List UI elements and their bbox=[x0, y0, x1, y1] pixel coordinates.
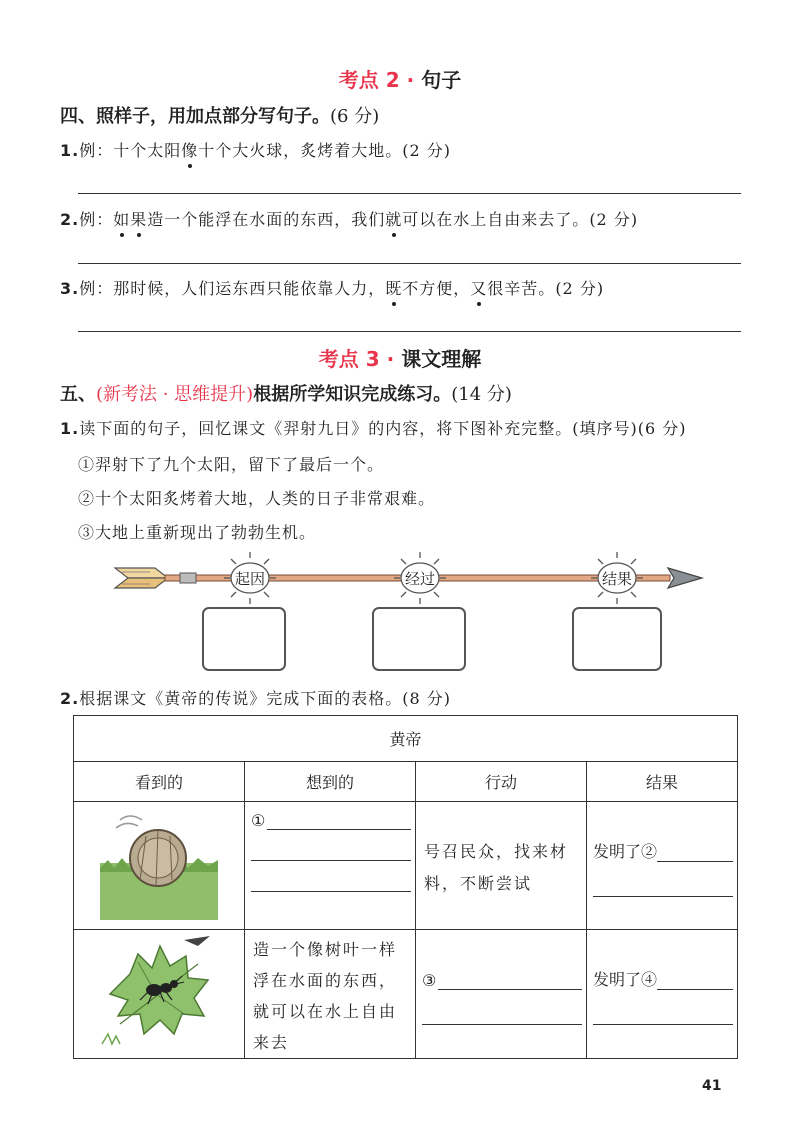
section-name: 课文理解 bbox=[401, 347, 482, 371]
table-row-2-image-cell bbox=[74, 930, 245, 1059]
arrow-label-process: 经过 bbox=[404, 570, 436, 588]
ant-on-leaf-illustration bbox=[100, 934, 218, 1050]
rolling-leaf-illustration bbox=[100, 808, 218, 920]
huangdi-table bbox=[73, 715, 738, 1059]
table-row-2-action[interactable]: ③ bbox=[416, 930, 587, 1059]
q5-item-1: 1.读下面的句子，回忆课文《羿射九日》的内容，将下图补充完整。(填序号)(6 分) bbox=[60, 419, 687, 438]
arrow-diagram bbox=[110, 550, 710, 675]
section-title-3 bbox=[0, 343, 800, 372]
answer-line-2[interactable] bbox=[78, 263, 741, 264]
arrow-fletching-icon bbox=[115, 568, 168, 588]
table-row-2-result[interactable]: 发明了④ bbox=[587, 930, 738, 1059]
table-header: 结果 bbox=[587, 762, 738, 802]
section-title-2 bbox=[0, 64, 800, 93]
answer-box-cause[interactable] bbox=[203, 608, 285, 670]
question-4-heading: 四、照样子，用加点部分写句子。(6 分) bbox=[60, 106, 380, 127]
table-row-1-image-cell bbox=[74, 802, 245, 930]
arrowhead-icon bbox=[668, 568, 702, 588]
section-label: 考点 3 · bbox=[318, 347, 402, 371]
q4-item-3: 3.例：那时候，人们运东西只能依靠人力，既不方便，又很辛苦。(2 分) bbox=[60, 279, 605, 298]
option-1: ①羿射下了九个太阳，留下了最后一个。 bbox=[78, 455, 385, 474]
answer-line-3[interactable] bbox=[78, 331, 741, 332]
q4-item-2: 2.例：如果造一个能浮在水面的东西，我们就可以在水上自由来去了。(2 分) bbox=[60, 210, 639, 229]
table-row-1-result[interactable]: 发明了② bbox=[587, 802, 738, 930]
table-header: 看到的 bbox=[74, 762, 245, 802]
arrow-label-result: 结果 bbox=[601, 570, 633, 588]
table-row-1-thought[interactable]: ① bbox=[245, 802, 416, 930]
table-title: 黄帝 bbox=[74, 716, 738, 762]
table-row-2-thought: 造一个像树叶一样浮在水面的东西，就可以在水上自由来去 bbox=[245, 930, 416, 1059]
section-name: 句子 bbox=[421, 68, 462, 92]
answer-box-result[interactable] bbox=[573, 608, 661, 670]
table-header: 行动 bbox=[416, 762, 587, 802]
arrow-label-cause: 起因 bbox=[234, 570, 266, 588]
question-5-heading: 五、(新考法 · 思维提升)根据所学知识完成练习。(14 分) bbox=[60, 384, 512, 405]
q5-item-2: 2.根据课文《黄帝的传说》完成下面的表格。(8 分) bbox=[60, 689, 451, 708]
q4-item-1: 1.例：十个太阳像十个大火球，炙烤着大地。(2 分) bbox=[60, 141, 452, 160]
option-3: ③大地上重新现出了勃勃生机。 bbox=[78, 523, 317, 542]
answer-line-1[interactable] bbox=[78, 193, 741, 194]
table-row-1-action: 号召民众，找来材料，不断尝试 bbox=[416, 802, 587, 930]
option-2: ②十个太阳炙烤着大地，人类的日子非常艰难。 bbox=[78, 489, 436, 508]
section-label: 考点 2 · bbox=[338, 68, 422, 92]
page-number: 41 bbox=[702, 1078, 722, 1094]
table-header: 想到的 bbox=[245, 762, 416, 802]
answer-box-process[interactable] bbox=[373, 608, 465, 670]
